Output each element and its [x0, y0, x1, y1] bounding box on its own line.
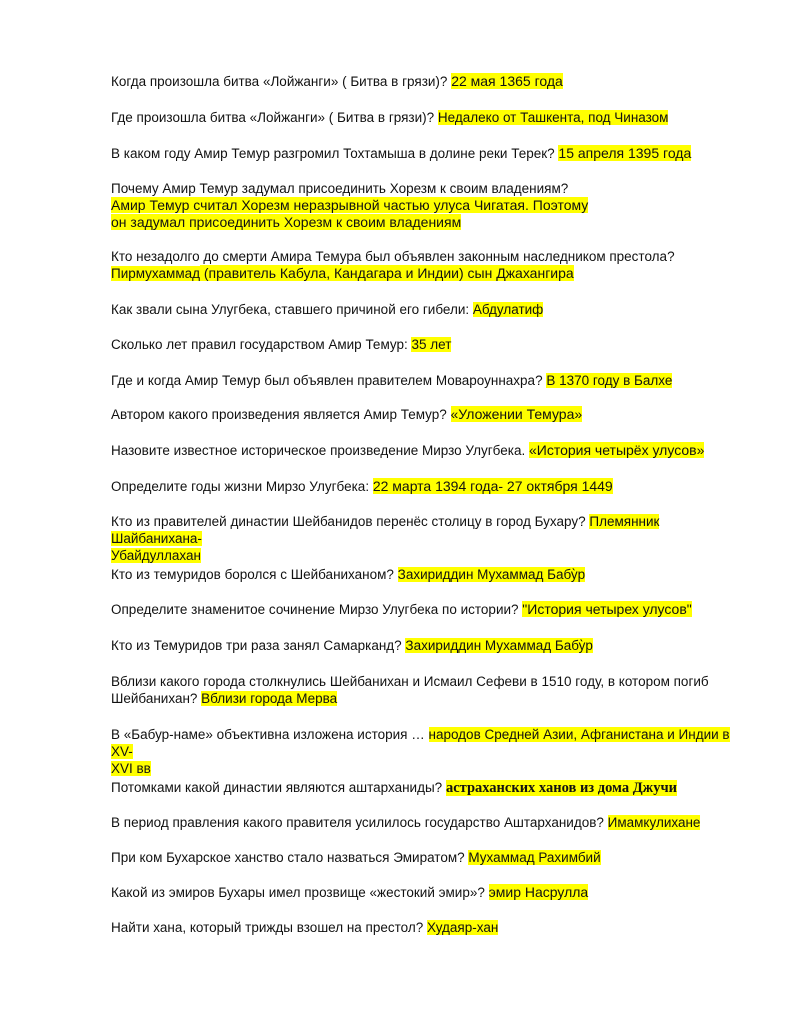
answer-highlight: Амир Темур считал Хорезм неразрывной частью улуса Чигатая. Поэтому	[111, 197, 589, 213]
qa-item-19	[111, 814, 751, 831]
answer-highlight: народов Средней Азии, Афганистана и Индии в XV-	[111, 727, 730, 759]
answer-highlight: Захириддин Мухаммад Бабу̀р	[397, 567, 586, 582]
qa-item-11	[111, 478, 751, 495]
qa-item-21	[111, 884, 751, 901]
question-text: Определите годы жизни Мирзо Улугбека:	[111, 479, 373, 494]
answer-highlight: 35 лет	[411, 337, 452, 352]
answer-highlight: «История четырёх улусов»	[528, 442, 705, 458]
answer-highlight: Худаяр-хан	[427, 920, 499, 935]
answer-highlight: 22 марта 1394 года- 27 октября 1449	[372, 478, 613, 494]
qa-item-15	[111, 637, 751, 654]
question-text: Потомками какой династии являются аштарханиды?	[111, 780, 446, 795]
question-text: Как звали сына Улугбека, ставшего причиной его гибели:	[111, 302, 473, 317]
answer-highlight: астраханских ханов из дома Джучи	[445, 780, 677, 796]
question-text: Вблизи какого города столкнулись Шейбанихан и Исмаил Сефеви в 1510 году, в котором погиб	[111, 674, 709, 689]
answer-highlight: Захириддин Мухаммад Бабу̀р	[405, 638, 593, 653]
question-text: Найти хана, который трижды взошел на престол?	[111, 920, 428, 935]
question-text: Где произошла битва «Лойжанги» ( Битва в грязи)?	[111, 110, 438, 125]
answer-highlight: "История четырех улусов"	[522, 601, 692, 617]
answer-highlight: «Уложении Темура»	[450, 406, 583, 422]
answer-highlight: Мухаммад Рахимбий	[468, 850, 601, 865]
answer-highlight: Имамкулихане	[607, 815, 701, 830]
question-text-cont: Шейбанихан?	[111, 691, 202, 706]
qa-item-6	[111, 301, 751, 318]
answer-highlight-cont: (правитель Кабула, Кандагара и Индии) сын Джахангира	[200, 265, 574, 281]
qa-item-4	[111, 180, 751, 231]
question-text: Кто из темуридов боролся с Шейбаниханом?	[111, 567, 398, 582]
qa-item-17	[111, 726, 751, 777]
question-text: Кто незадолго до смерти Амира Темура был объявлен законным наследником престола?	[111, 249, 675, 264]
qa-item-18	[111, 779, 751, 797]
qa-item-16	[111, 673, 751, 707]
qa-item-14	[111, 601, 751, 618]
qa-item-9	[111, 406, 751, 423]
question-text: В «Бабур-наме» объективна изложена история …	[111, 727, 429, 742]
question-text: В период правления какого правителя усилилось государство Аштарханидов?	[111, 815, 608, 830]
answer-highlight: Пирмухаммад	[111, 266, 200, 281]
question-text: Когда произошла битва «Лойжанги» ( Битва в грязи)?	[111, 74, 452, 89]
answer-highlight: эмир Насрулла	[488, 884, 589, 900]
question-text: При ком Бухарское ханство стало назваться Эмиратом?	[111, 850, 469, 865]
qa-item-10	[111, 442, 751, 459]
qa-item-20	[111, 849, 751, 866]
answer-highlight-cont: XVI вв	[111, 761, 151, 776]
answer-highlight-cont: он задумал присоединить Хорезм к своим владениям	[111, 214, 462, 230]
question-text: Сколько лет правил государством Амир Темур:	[111, 337, 412, 352]
answer-highlight: Вблизи города Мерва	[201, 691, 338, 706]
answer-highlight: 22 мая 1365 года	[451, 73, 563, 89]
question-text: Почему Амир Темур задумал присоединить Хорезм к своим владениям?	[111, 181, 569, 196]
answer-highlight: Абдулатиф	[472, 302, 544, 317]
answer-highlight: В 1370 году в Балхе	[546, 373, 673, 388]
qa-item-2	[111, 109, 751, 126]
answer-highlight-cont: Убайдуллахан	[111, 548, 201, 563]
question-text: Определите знаменитое сочинение Мирзо Улугбека по истории?	[111, 602, 523, 617]
answer-highlight: Недалеко от Ташкента, под Чиназом	[437, 110, 669, 125]
qa-item-7	[111, 336, 751, 353]
qa-item-13	[111, 566, 751, 583]
qa-item-12	[111, 513, 751, 564]
question-text: Где и когда Амир Темур был объявлен правителем Мовароуннахра?	[111, 373, 547, 388]
qa-item-1	[111, 73, 751, 90]
question-text: В каком году Амир Темур разгромил Тохтамыша в долине реки Терек?	[111, 146, 559, 161]
qa-item-5	[111, 248, 751, 282]
answer-highlight: Племянник Шайбанихана-	[111, 514, 660, 546]
qa-item-3	[111, 145, 751, 162]
question-text: Кто из Темуридов три раза занял Самарканд?	[111, 638, 406, 653]
question-text: Кто из правителей династии Шейбанидов перенёс столицу в город Бухару?	[111, 514, 590, 529]
qa-item-22	[111, 919, 751, 936]
question-text: Какой из эмиров Бухары имел прозвище «жестокий эмир»?	[111, 885, 489, 900]
question-text: Автором какого произведения является Амир Темур?	[111, 407, 451, 422]
question-text: Назовите известное историческое произведение Мирзо Улугбека.	[111, 443, 529, 458]
qa-item-8	[111, 372, 751, 389]
answer-highlight: 15 апреля 1395 года	[558, 145, 692, 161]
